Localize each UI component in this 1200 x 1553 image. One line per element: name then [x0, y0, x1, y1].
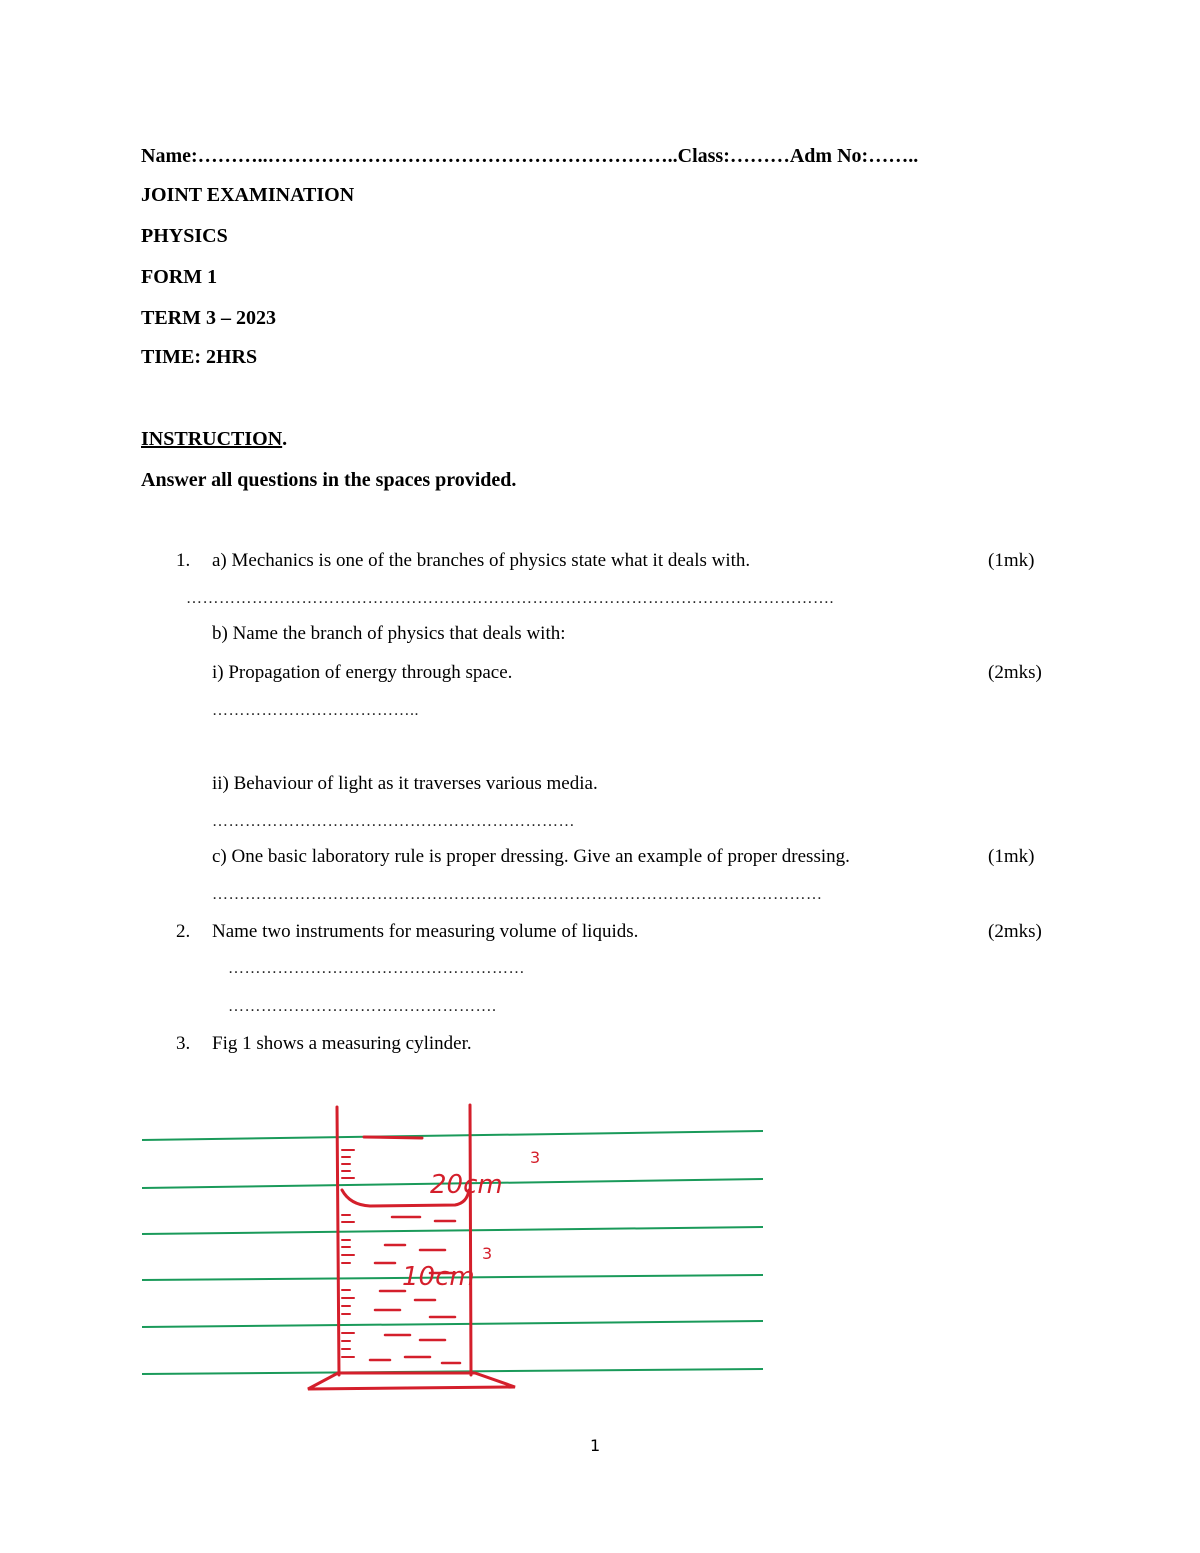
- subject: PHYSICS: [141, 225, 228, 247]
- upper-volume-label: 20cm: [430, 1170, 503, 1200]
- q1c-marks: (1mk): [988, 846, 1035, 867]
- exam-title: JOINT EXAMINATION: [141, 184, 355, 206]
- q2-answer-line-1[interactable]: ………………………………………………: [228, 960, 525, 977]
- lower-volume-superscript: 3: [482, 1244, 493, 1263]
- page-number: 1: [590, 1436, 601, 1455]
- q1a-answer-line[interactable]: ……………………………………………………………………………………………………….: [186, 590, 834, 607]
- top-graduation-mark: [364, 1137, 422, 1138]
- q2-marks: (2mks): [988, 921, 1042, 942]
- cylinder-right-wall: [470, 1105, 471, 1375]
- q1c-answer-line[interactable]: …………………………………………………………………………………………………: [212, 886, 823, 903]
- name-class-adm-line: Name:………..……………………………………………………..Class:………Adm No:……..: [141, 145, 919, 167]
- instruction-heading: [141, 428, 287, 451]
- term: TERM 3 – 2023: [141, 307, 276, 329]
- q3-number: 3.: [176, 1033, 191, 1054]
- q2-text: Name two instruments for measuring volume of liquids.: [212, 921, 639, 942]
- q2-number: 2.: [176, 921, 191, 942]
- cylinder-left-wall: [337, 1107, 339, 1375]
- q2-answer-line-2[interactable]: ………………………………………….: [228, 998, 497, 1015]
- q1-number: 1.: [176, 550, 191, 571]
- q1bii-text: ii) Behaviour of light as it traverses various media.: [212, 773, 598, 794]
- exam-time: TIME: 2HRS: [141, 346, 258, 368]
- ruled-lines: [142, 1131, 763, 1374]
- instruction-heading-suffix: .: [282, 428, 288, 450]
- ruled-line: [142, 1131, 763, 1140]
- instruction-text: Answer all questions in the spaces provided.: [141, 469, 517, 491]
- q1bi-marks: (2mks): [988, 662, 1042, 683]
- q1b-text: b) Name the branch of physics that deals with:: [212, 623, 566, 644]
- q1bii-answer-line[interactable]: …………………………………………………………: [212, 813, 575, 830]
- lower-volume-label: 10cm: [402, 1262, 475, 1292]
- q3-text: Fig 1 shows a measuring cylinder.: [212, 1033, 472, 1054]
- q1c-text: c) One basic laboratory rule is proper dressing. Give an example of proper dressing.: [212, 846, 850, 867]
- instruction-heading-text: INSTRUCTION: [141, 428, 283, 450]
- upper-volume-superscript: 3: [530, 1148, 541, 1167]
- measuring-cylinder-figure: [130, 1095, 780, 1395]
- q1bi-answer-line[interactable]: ………………………………..: [212, 702, 419, 719]
- q1a-text: a) Mechanics is one of the branches of physics state what it deals with.: [212, 550, 751, 571]
- q1bi-text: i) Propagation of energy through space.: [212, 662, 513, 683]
- form-level: FORM 1: [141, 266, 218, 288]
- q1a-marks: (1mk): [988, 550, 1035, 571]
- ruled-line: [142, 1321, 763, 1327]
- ruled-line: [142, 1227, 763, 1234]
